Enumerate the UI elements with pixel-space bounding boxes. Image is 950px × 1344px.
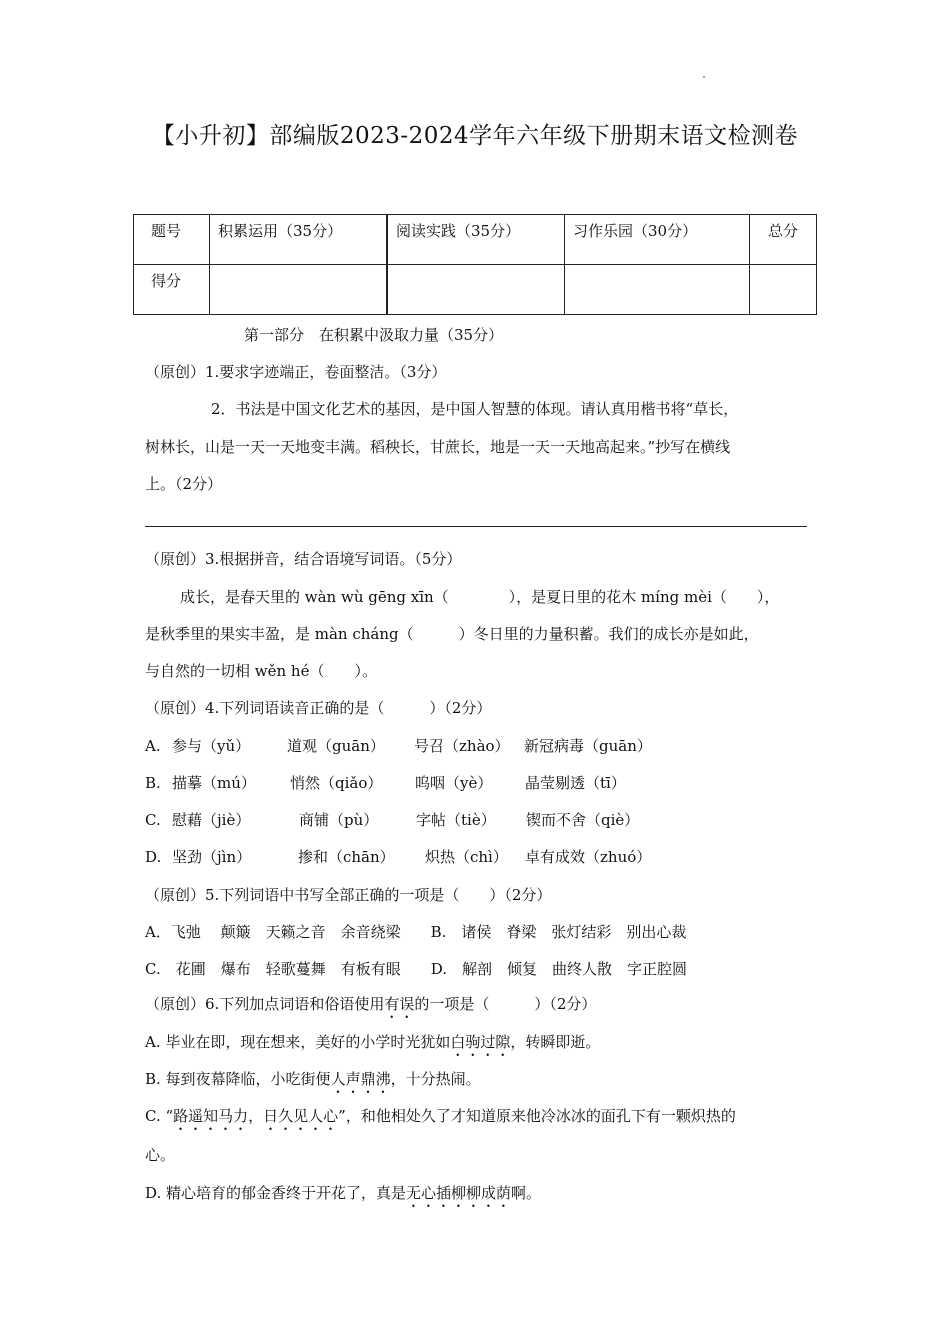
answer-line[interactable] bbox=[145, 526, 807, 527]
option-item: 呜咽（yè） bbox=[415, 774, 493, 792]
option-label: D. bbox=[145, 848, 162, 866]
header-cell-total: 总分 bbox=[750, 215, 817, 265]
page-title: 【小升初】部编版2023-2024学年六年级下册期末语文检测卷 bbox=[151, 123, 799, 149]
option-item: 参与（yǔ） bbox=[172, 737, 251, 755]
question-4-option-d bbox=[145, 847, 651, 867]
question-6-option-d bbox=[145, 1183, 541, 1211]
header-cell-part1: 积累运用（35分） bbox=[210, 215, 388, 265]
option-label: A. bbox=[145, 737, 161, 755]
emphasized-text: 有误 bbox=[384, 995, 415, 1013]
option-item: 悄然（qiǎo） bbox=[290, 774, 383, 792]
option-text: 啊。 bbox=[511, 1184, 542, 1202]
question-2-line-1: 2．书法是中国文化艺术的基因，是中国人智慧的体现。请认真用楷书将“草长， bbox=[211, 400, 739, 418]
question-6-option-b bbox=[145, 1069, 481, 1097]
option-item: 锲而不舍（qiè） bbox=[526, 811, 640, 829]
option-item: 新冠病毒（guān） bbox=[524, 737, 652, 755]
option-item: 炽热（chì） bbox=[425, 848, 508, 866]
question-4-stem: （原创）4.下列词语读音正确的是（ ）（2分） bbox=[145, 699, 492, 717]
question-2-line-3: 上。（2分） bbox=[145, 475, 223, 493]
question-5-stem: （原创）5.下列词语中书写全部正确的一项是（ ）（2分） bbox=[145, 886, 552, 904]
score-table bbox=[133, 214, 817, 315]
part1-heading: 第一部分 在积累中汲取力量（35分） bbox=[244, 326, 504, 344]
score-row-label: 得分 bbox=[134, 265, 210, 315]
option-text: ”，和他相处久了才知道原来他冷冰冰的面孔下有一颗炽热的 bbox=[338, 1107, 736, 1125]
question-4-option-a bbox=[145, 736, 652, 756]
option-item: 字帖（tiè） bbox=[416, 811, 496, 829]
option-item: 坚劲（jìn） bbox=[172, 848, 252, 866]
option-text: D. 精心培育的郁金香终于开花了，真是 bbox=[145, 1184, 407, 1202]
question-6-option-c bbox=[145, 1106, 736, 1134]
option-item: 卓有成效（zhuó） bbox=[525, 848, 652, 866]
question-5-row-2: C. 花圃 爆布 轻歌蔓舞 有板有眼 D. 解剖 倾复 曲终人散 字正腔圆 bbox=[145, 960, 687, 978]
stem-text: （原创）6.下列加点词语和俗语使用 bbox=[145, 995, 385, 1013]
option-label: B. bbox=[145, 774, 161, 792]
score-cell-part1[interactable] bbox=[210, 265, 388, 315]
emphasized-text: 白驹过隙 bbox=[450, 1033, 511, 1051]
option-item: 号召（zhào） bbox=[414, 737, 510, 755]
question-6-option-a bbox=[145, 1032, 600, 1060]
stem-text: 的一项是（ ）（2分） bbox=[414, 995, 597, 1013]
score-cell-total[interactable] bbox=[750, 265, 817, 315]
score-cell-part3[interactable] bbox=[565, 265, 750, 315]
option-item: 晶莹剔透（tī） bbox=[525, 774, 626, 792]
option-item: 描摹（mú） bbox=[172, 774, 256, 792]
option-text: ，十分热闹。 bbox=[390, 1070, 481, 1088]
option-item: 掺和（chān） bbox=[298, 848, 395, 866]
question-3-line-2: 是秋季里的果实丰盈，是 màn cháng（ ）冬日里的力量积蓄。我们的成长亦是如此， bbox=[145, 625, 759, 643]
option-item: 道观（guān） bbox=[287, 737, 385, 755]
question-2-line-2: 树林长，山是一天一天地变丰满。稻秧长，甘蔗长，地是一天一天地高起来。”抄写在横线 bbox=[145, 438, 731, 456]
question-6-stem bbox=[145, 994, 596, 1022]
emphasized-text: 无心插柳柳成荫 bbox=[406, 1184, 512, 1202]
question-3-stem: （原创）3.根据拼音，结合语境写词语。（5分） bbox=[145, 550, 462, 568]
header-cell-part2: 阅读实践（35分） bbox=[387, 215, 565, 265]
score-table-score-row bbox=[134, 265, 817, 315]
question-4-option-b bbox=[145, 773, 626, 793]
question-5-row-1: A．飞弛 颠簸 天籁之音 余音绕梁 B. 诸侯 脊梁 张灯结彩 别出心裁 bbox=[145, 923, 687, 941]
option-text: B. 每到夜幕降临，小吃街便 bbox=[145, 1070, 331, 1088]
question-6-option-c-line-2: 心。 bbox=[145, 1146, 176, 1164]
emphasized-text: 人声鼎沸 bbox=[330, 1070, 391, 1088]
question-3-line-1: 成长，是春天里的 wàn wù gēng xīn（ ），是夏日里的花木 míng mèi（ ）， bbox=[180, 588, 780, 606]
option-text: C. “ bbox=[145, 1107, 174, 1125]
emphasized-text: 路遥知马力，日久见人心 bbox=[173, 1107, 339, 1125]
score-cell-part2[interactable] bbox=[387, 265, 565, 315]
option-label: C. bbox=[145, 811, 161, 829]
score-table-header-row bbox=[134, 215, 817, 265]
header-cell-part3: 习作乐园（30分） bbox=[565, 215, 750, 265]
question-1: （原创）1.要求字迹端正，卷面整洁。（3分） bbox=[145, 363, 447, 381]
question-3-line-3: 与自然的一切相 wěn hé（ ）。 bbox=[145, 662, 377, 680]
header-cell-number: 题号 bbox=[134, 215, 210, 265]
option-text: ，转瞬即逝。 bbox=[510, 1033, 601, 1051]
option-item: 慰藉（jiè） bbox=[172, 811, 251, 829]
option-item: 商铺（pù） bbox=[299, 811, 379, 829]
question-4-option-c bbox=[145, 810, 639, 830]
corner-dot-mark bbox=[703, 76, 705, 78]
option-text: A. 毕业在即，现在想来，美好的小学时光犹如 bbox=[145, 1033, 451, 1051]
